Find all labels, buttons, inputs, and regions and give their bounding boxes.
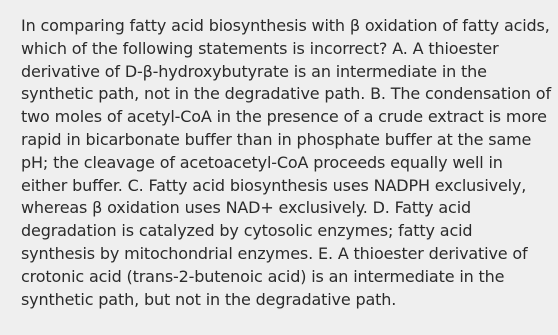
question-text: In comparing fatty acid biosynthesis with β oxidation of fatty acids, which of the following statements is incorrect? A. A thioester derivative of D-β-hydroxybutyrate is an intermediate in the synthetic path, not in the degradative path. B. The condensation of two moles of acetyl-CoA in the presence of a crude extract is more rapid in bicarbonate buffer than in phosphate buffer at the same pH; the cleavage of acetoacetyl-CoA proceeds equally well in either buffer. C. Fatty acid biosynthesis uses NADPH exclusively, whereas β oxidation uses NAD+ exclusively. D. Fatty acid degradation is catalyzed by cytosolic enzymes; fatty acid synthesis by mitochondrial enzymes. E. A thioester derivative of crotonic acid (trans-2-butenoic acid) is an intermediate in the synthetic path, but not in the degradative path. xyxy=(21,16,551,309)
